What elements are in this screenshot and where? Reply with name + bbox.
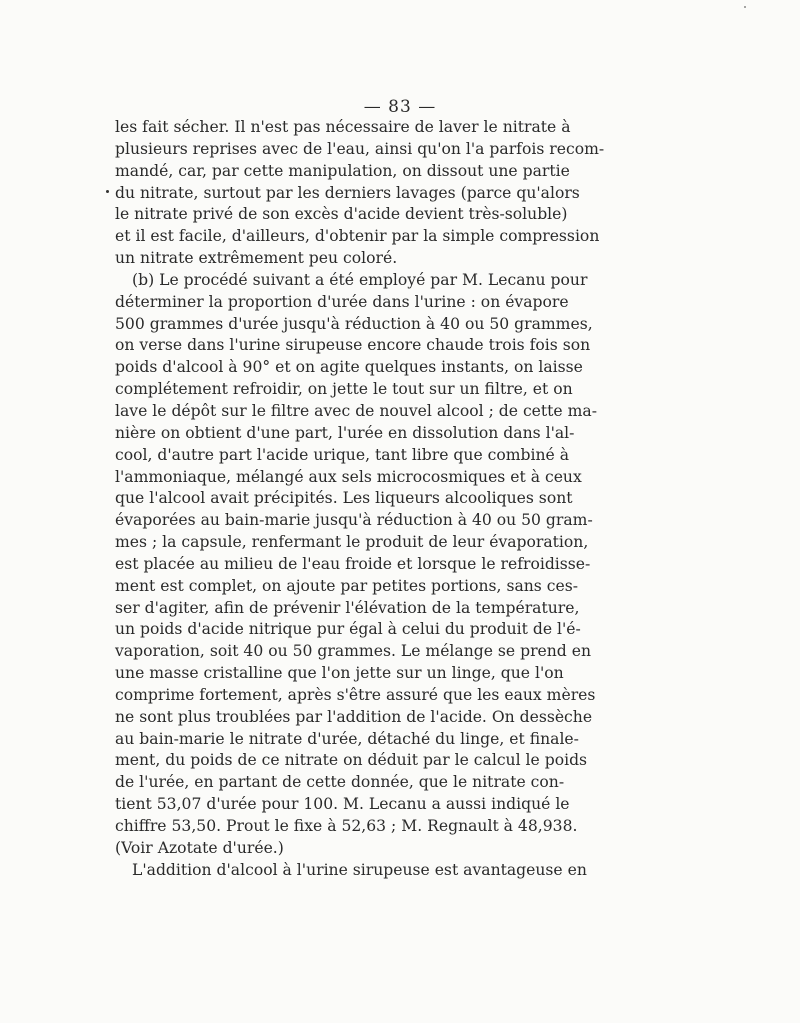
text-line: les fait sécher. Il n'est pas nécessaire de laver le nitrate à (115, 118, 571, 136)
text-line: poids d'alcool à 90° et on agite quelques instants, on laisse (115, 358, 583, 377)
text-line: (Voir Azotate d'urée.) (115, 838, 284, 857)
text-line: est placée au milieu de l'eau froide et lorsque le refroidisse- (115, 554, 591, 573)
paragraph-start: (b) Le procédé suivant a été employé par M. Lecanu pour (132, 270, 588, 289)
text-line: ne sont plus troublées par l'addition de l'acide. On dessèche (115, 707, 593, 726)
text-line: tient 53,07 d'urée pour 100. M. Lecanu a aussi indiqué le (115, 795, 570, 814)
text-line: cool, d'autre part l'acide urique, tant libre que combiné à (115, 445, 570, 464)
text-line: de l'urée, en partant de cette donnée, que le nitrate con- (115, 773, 565, 792)
text-line: 500 grammes d'urée jusqu'à réduction à 40 ou 50 grammes, (115, 314, 593, 333)
text-line: plusieurs reprises avec de l'eau, ainsi qu'on l'a parfois recom- (115, 139, 605, 158)
text-line: déterminer la proportion d'urée dans l'urine : on évapore (115, 292, 569, 311)
text-line: le nitrate privé de son excès d'acide devient très-soluble) (115, 205, 568, 224)
body-text (115, 117, 605, 882)
text-line: un poids d'acide nitrique pur égal à celui du produit de l'é- (115, 620, 581, 639)
text-line: un nitrate extrêmement peu coloré. (115, 249, 398, 268)
text-line: lave le dépôt sur le filtre avec de nouvel alcool ; de cette ma- (115, 401, 597, 420)
paragraph-start: L'addition d'alcool à l'urine sirupeuse est avantageuse en (132, 860, 587, 879)
text-line: au bain-marie le nitrate d'urée, détaché du linge, et finale- (115, 729, 579, 748)
text-line: complétement refroidir, on jette le tout sur un filtre, et on (115, 380, 573, 399)
text-line: et il est facile, d'ailleurs, d'obtenir par la simple compression (115, 227, 600, 246)
text-line: ment est complet, on ajoute par petites portions, sans ces- (115, 576, 578, 595)
text-line: chiffre 53,50. Prout le fixe à 52,63 ; M. Regnault à 48,938. (115, 817, 578, 835)
text-line: on verse dans l'urine sirupeuse encore chaude trois fois son (115, 336, 591, 355)
text-line: l'ammoniaque, mélangé aux sels microcosmiques et à ceux (115, 467, 582, 486)
text-line: mandé, car, par cette manipulation, on dissout une partie (115, 161, 570, 180)
text-line: ser d'agiter, afin de prévenir l'élévation de la température, (115, 598, 580, 617)
text-line: mes ; la capsule, renfermant le produit de leur évaporation, (115, 533, 589, 552)
text-line: que l'alcool avait précipités. Les liqueurs alcooliques sont (115, 489, 573, 508)
text-line: du nitrate, surtout par les derniers lavages (parce qu'alors (115, 183, 580, 202)
text-line: comprime fortement, après s'être assuré que les eaux mères (115, 685, 596, 704)
marginal-bullet (106, 190, 109, 193)
text-line: évaporées au bain-marie jusqu'à réduction à 40 ou 50 gram- (115, 511, 593, 530)
text-line: une masse cristalline que l'on jette sur un linge, que l'on (115, 664, 564, 683)
page-number: — 83 — (363, 97, 437, 117)
text-line: ment, du poids de ce nitrate on déduit par le calcul le poids (115, 751, 588, 770)
corner-speck (744, 6, 746, 8)
text-line: nière on obtient d'une part, l'urée en dissolution dans l'al- (115, 423, 575, 442)
text-line: vaporation, soit 40 ou 50 grammes. Le mélange se prend en (115, 642, 592, 661)
